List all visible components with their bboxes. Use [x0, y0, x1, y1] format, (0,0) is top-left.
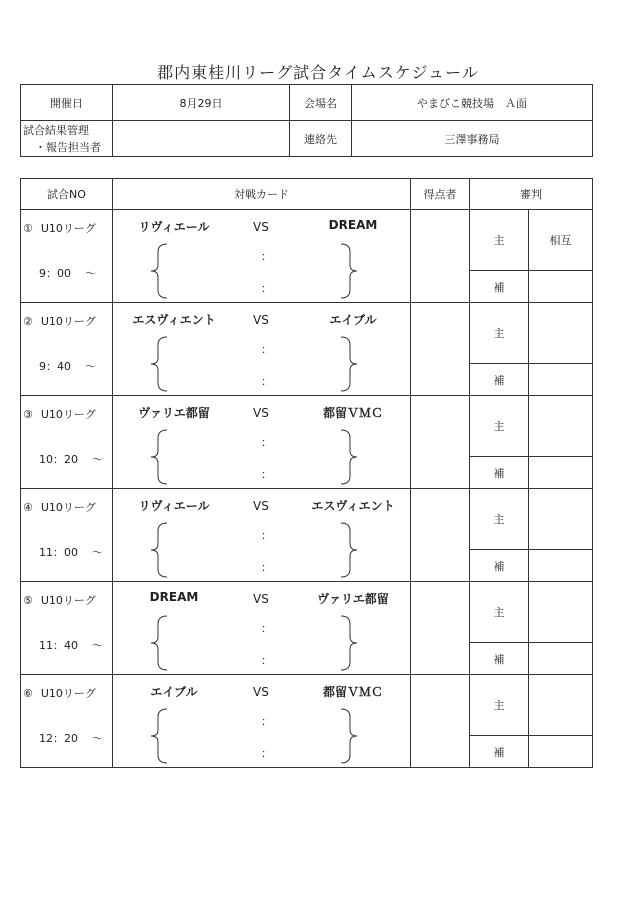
main-referee-label: 主 — [470, 489, 529, 550]
score-colon: ： — [261, 250, 272, 263]
sub-referee-label: 補 — [470, 271, 529, 303]
sub-referee-label: 補 — [470, 364, 529, 396]
scorer-cell — [411, 396, 470, 489]
sub-referee-value — [529, 736, 593, 768]
left-brace — [149, 614, 169, 672]
sub-referee-label: 補 — [470, 643, 529, 675]
team-b: DREAM — [328, 218, 378, 232]
sub-referee-value — [529, 271, 593, 303]
main-referee-value — [529, 396, 593, 457]
match-league: U10リーグ — [40, 594, 96, 607]
vs-label: VS — [253, 406, 269, 420]
score-colon: ： — [261, 343, 272, 356]
date-label: 開催日 — [21, 85, 113, 121]
match-number: ② — [23, 315, 33, 328]
header-scorer: 得点者 — [411, 179, 470, 210]
match-tilde: ～ — [92, 453, 103, 466]
sub-referee-value — [529, 643, 593, 675]
left-brace — [149, 242, 169, 300]
match-card — [113, 675, 411, 768]
score-colon: ： — [261, 561, 272, 574]
scorer-cell — [411, 210, 470, 303]
scorer-cell — [411, 489, 470, 582]
vs-label: VS — [253, 685, 269, 699]
match-number: ④ — [23, 501, 33, 514]
right-brace — [339, 707, 359, 765]
match-row — [21, 396, 593, 457]
match-card — [113, 396, 411, 489]
score-colon: ： — [261, 375, 272, 388]
sub-referee-label: 補 — [470, 457, 529, 489]
match-row — [21, 675, 593, 736]
team-b: ヴァリエ都留 — [317, 592, 389, 606]
right-brace — [339, 614, 359, 672]
right-brace — [339, 428, 359, 486]
score-colon: ： — [261, 747, 272, 760]
match-tilde: ～ — [85, 360, 96, 373]
schedule-table — [20, 178, 593, 768]
scorer-cell — [411, 675, 470, 768]
sub-referee-value — [529, 457, 593, 489]
team-b: エスヴィエント — [311, 499, 395, 513]
match-time: 9：40 — [39, 360, 71, 373]
match-time: 12：20 — [39, 732, 78, 745]
date-value: 8月29日 — [113, 85, 290, 121]
header-referee: 審判 — [470, 179, 593, 210]
main-referee-value — [529, 303, 593, 364]
match-league: U10リーグ — [40, 408, 96, 421]
score-colon: ： — [261, 282, 272, 295]
match-no — [21, 303, 113, 396]
vs-label: VS — [253, 220, 269, 234]
match-number: ① — [23, 222, 33, 235]
match-card — [113, 582, 411, 675]
header-no: 試合NO — [21, 179, 113, 210]
main-referee-value — [529, 582, 593, 643]
score-colon: ： — [261, 715, 272, 728]
manager-label-line2: ・報告担当者 — [35, 140, 101, 154]
main-referee-label: 主 — [470, 210, 529, 271]
venue-value: やまびこ競技場 Ａ面 — [352, 85, 593, 121]
contact-label: 連絡先 — [290, 121, 352, 157]
match-league: U10リーグ — [40, 687, 96, 700]
score-colon: ： — [261, 468, 272, 481]
page-title: 郡内東桂川リーグ試合タイムスケジュール — [157, 63, 479, 82]
match-tilde: ～ — [85, 267, 96, 280]
match-card — [113, 210, 411, 303]
main-referee-value — [529, 489, 593, 550]
scorer-cell — [411, 582, 470, 675]
match-no — [21, 210, 113, 303]
match-card — [113, 489, 411, 582]
match-no — [21, 582, 113, 675]
right-brace — [339, 521, 359, 579]
match-number: ⑤ — [23, 594, 33, 607]
team-a: ヴァリエ都留 — [138, 406, 210, 420]
match-tilde: ～ — [92, 546, 103, 559]
match-league: U10リーグ — [40, 315, 96, 328]
match-no — [21, 396, 113, 489]
team-a: DREAM — [149, 590, 199, 604]
left-brace — [149, 335, 169, 393]
team-a: リヴィエール — [138, 499, 210, 513]
sub-referee-label: 補 — [470, 736, 529, 768]
match-league: U10リーグ — [40, 501, 96, 514]
match-row — [21, 303, 593, 364]
score-colon: ： — [261, 529, 272, 542]
match-row — [21, 582, 593, 643]
score-colon: ： — [261, 654, 272, 667]
match-tilde: ～ — [92, 732, 103, 745]
sub-referee-label: 補 — [470, 550, 529, 582]
manager-label — [21, 121, 113, 157]
main-referee-label: 主 — [470, 303, 529, 364]
match-time: 10：20 — [39, 453, 78, 466]
right-brace — [339, 242, 359, 300]
sub-referee-value — [529, 550, 593, 582]
match-number: ③ — [23, 408, 33, 421]
team-a: エスヴィエント — [132, 313, 216, 327]
main-referee-label: 主 — [470, 675, 529, 736]
scorer-cell — [411, 303, 470, 396]
match-row — [21, 489, 593, 550]
manager-value — [113, 121, 290, 157]
team-a: エイブル — [150, 685, 198, 699]
manager-label-line1: 試合結果管理 — [23, 123, 89, 137]
info-table — [20, 84, 593, 157]
team-b: 都留ＶＭＣ — [322, 406, 383, 420]
match-number: ⑥ — [23, 687, 33, 700]
main-referee-label: 主 — [470, 582, 529, 643]
match-league: U10リーグ — [40, 222, 96, 235]
score-colon: ： — [261, 622, 272, 635]
match-no — [21, 489, 113, 582]
team-a: リヴィエール — [138, 220, 210, 234]
right-brace — [339, 335, 359, 393]
left-brace — [149, 521, 169, 579]
left-brace — [149, 707, 169, 765]
team-b: 都留ＶＭＣ — [322, 685, 383, 699]
vs-label: VS — [253, 313, 269, 327]
left-brace — [149, 428, 169, 486]
venue-label: 会場名 — [290, 85, 352, 121]
main-referee-value: 相互 — [529, 210, 593, 271]
match-card — [113, 303, 411, 396]
contact-value: 三澤事務局 — [352, 121, 593, 157]
header-card: 対戦カード — [113, 179, 411, 210]
match-no — [21, 675, 113, 768]
match-row — [21, 210, 593, 271]
vs-label: VS — [253, 499, 269, 513]
match-tilde: ～ — [92, 639, 103, 652]
score-colon: ： — [261, 436, 272, 449]
sub-referee-value — [529, 364, 593, 396]
main-referee-label: 主 — [470, 396, 529, 457]
vs-label: VS — [253, 592, 269, 606]
match-time: 11：00 — [39, 546, 78, 559]
team-b: エイブル — [329, 313, 377, 327]
main-referee-value — [529, 675, 593, 736]
match-time: 9：00 — [39, 267, 71, 280]
match-time: 11：40 — [39, 639, 78, 652]
